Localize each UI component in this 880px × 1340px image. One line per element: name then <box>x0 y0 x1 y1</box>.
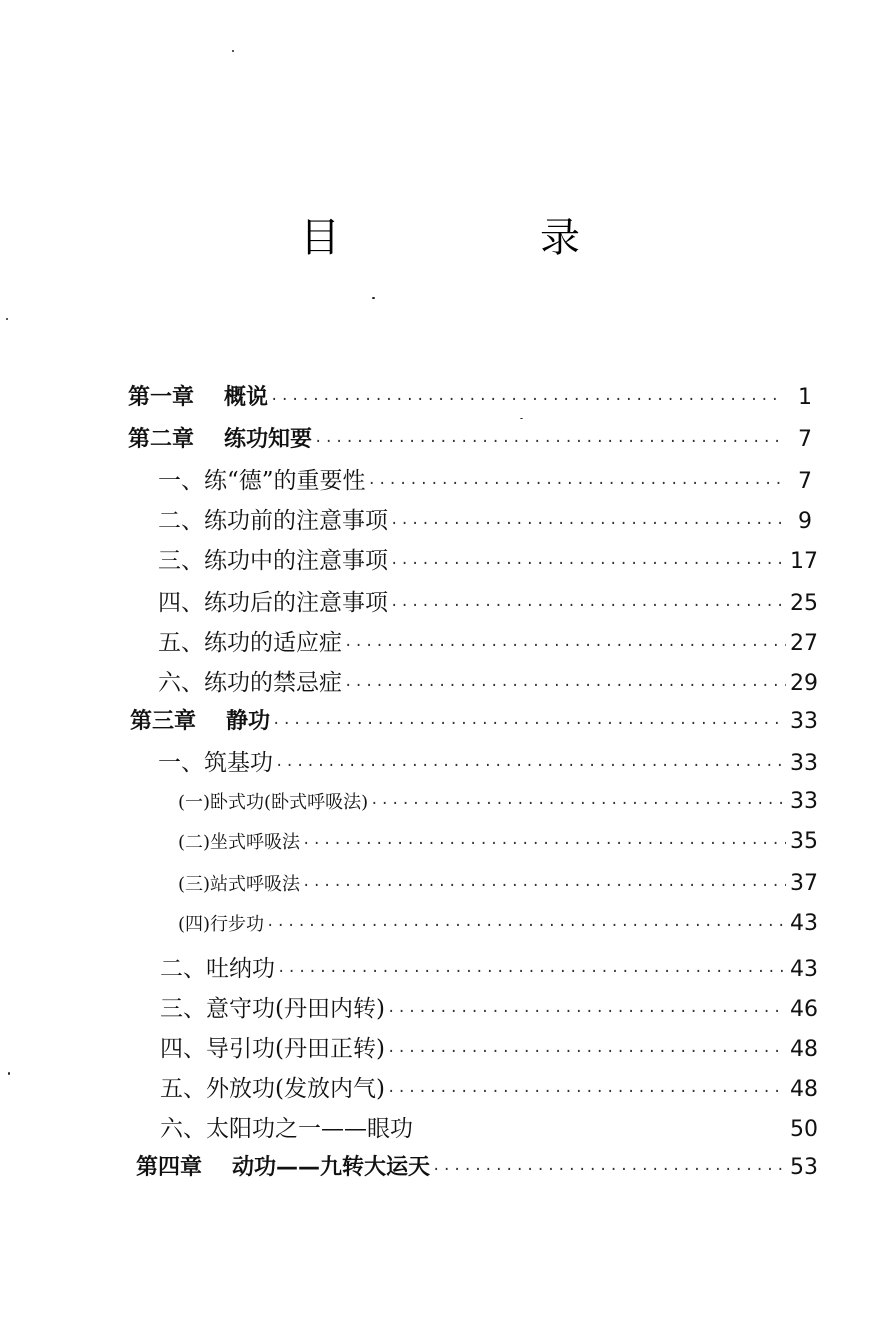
leader-dots <box>272 716 786 732</box>
toc-entry-label: 四、练功后的注意事项 <box>158 590 388 616</box>
leader-dots <box>344 638 786 654</box>
toc-section-row[interactable] <box>158 624 818 657</box>
page-number: 48 <box>790 1037 818 1062</box>
toc-entry-label: 三、意守功(丹田内转) <box>160 996 385 1022</box>
leader-dots <box>302 878 786 894</box>
toc-subsection-row[interactable] <box>178 828 818 854</box>
leader-dots <box>387 1004 786 1020</box>
toc-entry-label: (三)站式呼吸法 <box>178 874 301 895</box>
leader-dots <box>270 392 782 408</box>
toc-entry-label <box>128 422 312 453</box>
toc-section-row[interactable] <box>158 584 818 617</box>
toc-chapter-row[interactable] <box>136 1150 818 1181</box>
toc-chapter-row[interactable] <box>130 704 818 735</box>
toc-section-row[interactable] <box>158 462 812 495</box>
toc-entry-label: 四、导引功(丹田正转) <box>160 1036 385 1062</box>
page-number: 7 <box>798 469 812 494</box>
toc-entry-label: 一、筑基功 <box>158 750 273 776</box>
leader-dots <box>432 1162 786 1178</box>
toc-entry-label <box>130 704 270 735</box>
leader-dots <box>390 598 786 614</box>
page-number: 27 <box>790 631 818 656</box>
leader-dots <box>390 556 786 572</box>
scan-speck <box>372 297 375 299</box>
toc-subsection-row[interactable] <box>178 870 818 896</box>
toc-section-row[interactable] <box>158 542 818 575</box>
toc-subsection-row[interactable] <box>178 910 818 936</box>
leader-dots <box>387 1044 786 1060</box>
leader-dots <box>368 476 782 492</box>
page-number: 25 <box>790 591 818 616</box>
page-number: 1 <box>798 385 812 410</box>
toc-entry-label <box>128 380 268 411</box>
page-number: 43 <box>790 911 818 936</box>
leader-dots <box>314 434 782 450</box>
toc-entry-label: (二)坐式呼吸法 <box>178 832 301 853</box>
toc-section-row[interactable] <box>158 744 818 777</box>
toc-entry-label <box>136 1150 430 1181</box>
toc-subsection-row[interactable] <box>178 788 818 814</box>
toc-entry-label: 六、太阳功之一——眼功 <box>160 1116 413 1142</box>
toc-chapter-row[interactable] <box>128 380 812 411</box>
chapter-number: 第三章 <box>130 709 197 734</box>
chapter-name: 练功知要 <box>224 427 313 452</box>
page-number: 46 <box>790 997 818 1022</box>
scan-speck <box>8 1072 10 1075</box>
toc-entry-label: (四)行步功 <box>178 914 265 935</box>
toc-section-row[interactable] <box>158 502 812 535</box>
leader-dots <box>266 918 786 934</box>
toc-entry-label: 五、外放功(发放内气) <box>160 1076 385 1102</box>
page-number: 33 <box>790 789 818 814</box>
page-number: 29 <box>790 671 818 696</box>
chapter-number: 第一章 <box>128 385 195 410</box>
chapter-number: 第四章 <box>136 1155 203 1180</box>
page-number: 33 <box>790 751 818 776</box>
leader-dots <box>387 1084 786 1100</box>
page-number: 33 <box>790 709 818 734</box>
page-number: 17 <box>790 549 818 574</box>
leader-dots <box>275 758 786 774</box>
toc-section-row[interactable] <box>160 1070 818 1103</box>
toc-section-row[interactable] <box>160 1110 818 1143</box>
toc-section-row[interactable] <box>160 1030 818 1063</box>
chapter-number: 第二章 <box>128 427 195 452</box>
toc-entry-label: 一、练“德”的重要性 <box>158 468 366 494</box>
page-number: 35 <box>790 829 818 854</box>
toc-entry-label: 二、练功前的注意事项 <box>158 508 388 534</box>
toc-entry-label: 六、练功的禁忌症 <box>158 670 342 696</box>
chapter-name: 动功——九转大运天 <box>232 1155 431 1180</box>
toc-entry-label: (一)卧式功(卧式呼吸法) <box>178 792 369 813</box>
scan-speck <box>6 318 8 320</box>
page-number: 50 <box>790 1117 818 1142</box>
leader-dots <box>344 678 786 694</box>
page-number: 37 <box>790 871 818 896</box>
toc-section-row[interactable] <box>160 990 818 1023</box>
page-number: 48 <box>790 1077 818 1102</box>
toc-chapter-row[interactable] <box>128 422 812 453</box>
page-title: 目 录 <box>300 215 660 261</box>
page-number: 53 <box>790 1155 818 1180</box>
scan-speck <box>232 50 234 52</box>
toc-entry-label: 二、吐纳功 <box>160 956 275 982</box>
toc-entry-label: 五、练功的适应症 <box>158 630 342 656</box>
chapter-name: 概说 <box>224 385 269 410</box>
toc-entry-label: 三、练功中的注意事项 <box>158 548 388 574</box>
leader-dots <box>302 836 786 852</box>
leader-dots <box>370 796 786 812</box>
toc-section-row[interactable] <box>160 950 818 983</box>
leader-dots <box>390 516 782 532</box>
leader-dots <box>277 964 786 980</box>
toc-section-row[interactable] <box>158 664 818 697</box>
page-number: 9 <box>798 509 812 534</box>
page-number: 43 <box>790 957 818 982</box>
page-number: 7 <box>798 427 812 452</box>
chapter-name: 静功 <box>226 709 271 734</box>
scan-speck <box>520 418 523 419</box>
